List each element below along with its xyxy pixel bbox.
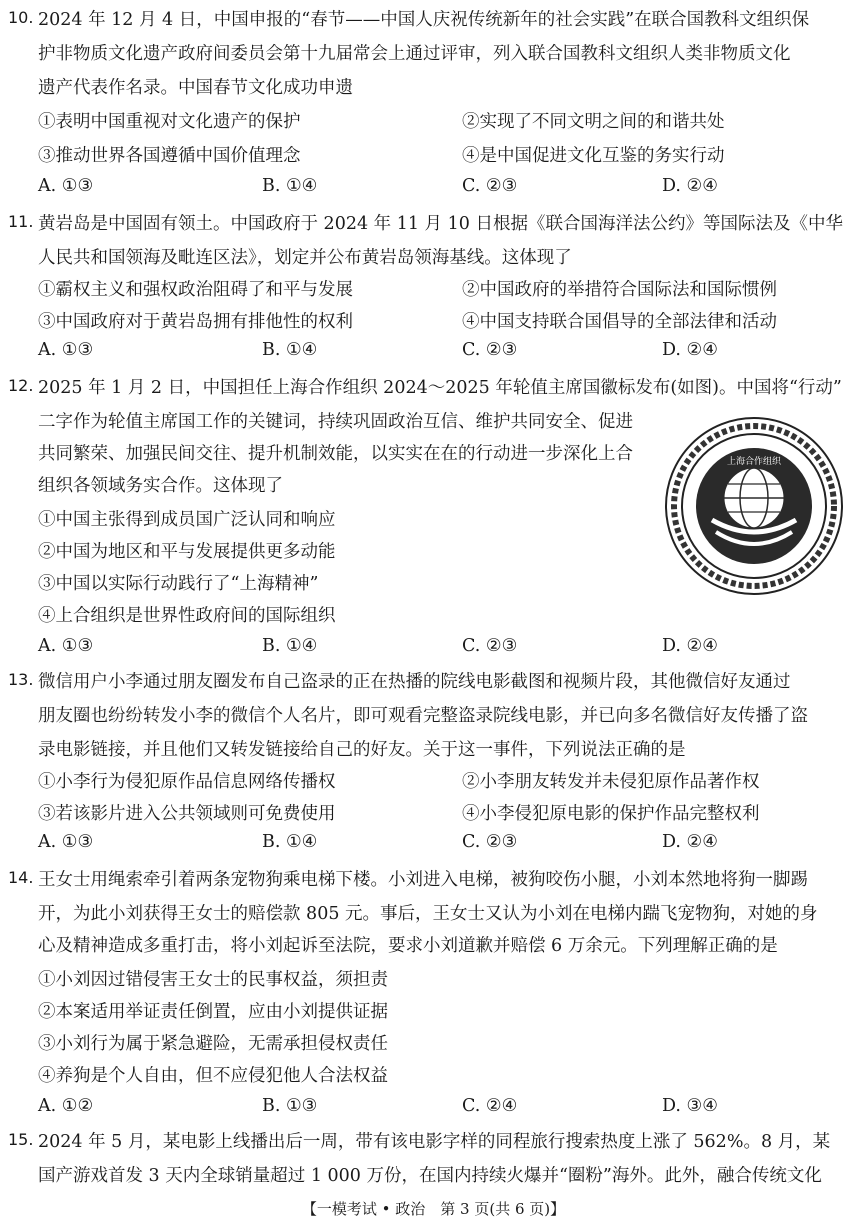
statement-option: ④是中国促进文化互鉴的务实行动: [462, 146, 725, 166]
statement-option: ①霸权主义和强权政治阻碍了和平与发展: [38, 280, 353, 300]
question-text-line: 国产游戏首发 3 天内全球销量超过 1 000 万份，在国内持续火爆并“圈粉”海外。此外，融合传统文化: [38, 1166, 822, 1186]
question-text-line: 朋友圈也纷纷转发小李的微信个人名片，即可观看完整盗录院线电影，并已向多名微信好友传播了盗: [38, 706, 808, 726]
statement-option: ②中国为地区和平与发展提供更多动能: [38, 542, 336, 562]
statement-option: ③中国以实际行动践行了“上海精神”: [38, 574, 319, 594]
statement-option: ③中国政府对于黄岩岛拥有排他性的权利: [38, 312, 353, 332]
statement-option: ②小李朋友转发并未侵犯原作品著作权: [462, 772, 760, 792]
statement-option: ②中国政府的举措符合国际法和国际惯例: [462, 280, 777, 300]
question-text-line: 组织各领域务实合作。这体现了: [38, 476, 283, 496]
answer-choice: C. ②④: [462, 1096, 518, 1116]
statement-option: ④养狗是个人自由，但不应侵犯他人合法权益: [38, 1066, 388, 1086]
answer-choice: D. ②④: [662, 176, 718, 196]
question-text-line: 2024 年 5 月，某电影上线播出后一周，带有该电影字样的同程旅行搜索热度上涨了 562%。8 月，某: [38, 1132, 831, 1152]
question-text-line: 录电影链接，并且他们又转发链接给自己的好友。关于这一事件，下列说法正确的是: [38, 740, 686, 760]
answer-choice: A. ①③: [38, 636, 94, 656]
question-text-line: 遗产代表作名录。中国春节文化成功申遗: [38, 78, 353, 98]
question-text-line: 2024 年 12 月 4 日，中国申报的“春节——中国人庆祝传统新年的社会实践”在联合国教科文组织保: [38, 10, 810, 30]
answer-choice: A. ①②: [38, 1096, 94, 1116]
question-number: 15.: [8, 1130, 34, 1149]
answer-choice: B. ①④: [262, 832, 318, 852]
sco-emblem-image: [664, 416, 844, 596]
question-text-line: 微信用户小李通过朋友圈发布自己盗录的正在热播的院线电影截图和视频片段，其他微信好友通过: [38, 672, 791, 692]
statement-option: ①小李行为侵犯原作品信息网络传播权: [38, 772, 336, 792]
statement-option: ③小刘行为属于紧急避险，无需承担侵权责任: [38, 1034, 388, 1054]
question-text-line: 共同繁荣、加强民间交往、提升机制效能，以实实在在的行动进一步深化上合: [38, 444, 633, 464]
answer-choice: B. ①③: [262, 1096, 318, 1116]
answer-choice: D. ③④: [662, 1096, 718, 1116]
answer-choice: A. ①③: [38, 176, 94, 196]
question-text-line: 开，为此小刘获得王女士的赔偿款 805 元。事后，王女士又认为小刘在电梯内踹飞宠物狗，对她的身: [38, 904, 818, 924]
answer-choice: A. ①③: [38, 340, 94, 360]
question-number: 11.: [8, 212, 34, 231]
answer-choice: D. ②④: [662, 636, 718, 656]
question-number: 14.: [8, 868, 34, 887]
answer-choice: B. ①④: [262, 176, 318, 196]
statement-option: ④上合组织是世界性政府间的国际组织: [38, 606, 336, 626]
answer-choice: C. ②③: [462, 176, 518, 196]
question-text-line: 王女士用绳索牵引着两条宠物狗乘电梯下楼。小刘进入电梯，被狗咬伤小腿，小刘本然地将狗一脚踢: [38, 870, 808, 890]
statement-option: ④小李侵犯原电影的保护作品完整权利: [462, 804, 760, 824]
answer-choice: C. ②③: [462, 636, 518, 656]
question-text-line: 护非物质文化遗产政府间委员会第十九届常会上通过评审，列入联合国教科文组织人类非物质文化: [38, 44, 791, 64]
question-text-line: 黄岩岛是中国固有领土。中国政府于 2024 年 11 月 10 日根据《联合国海洋法公约》等国际法及《中华: [38, 214, 843, 234]
page-footer: 【一模考试 • 政治 第 3 页(共 6 页)】: [301, 1200, 566, 1218]
answer-choice: B. ①④: [262, 340, 318, 360]
question-number: 13.: [8, 670, 34, 689]
question-number: 12.: [8, 376, 34, 395]
answer-choice: C. ②③: [462, 832, 518, 852]
statement-option: ④中国支持联合国倡导的全部法律和活动: [462, 312, 777, 332]
question-text-line: 心及精神造成多重打击，将小刘起诉至法院，要求小刘道歉并赔偿 6 万余元。下列理解正确的是: [38, 936, 778, 956]
emblem-title: 上海合作组织: [726, 457, 782, 467]
statement-option: ③若该影片进入公共领域则可免费使用: [38, 804, 336, 824]
answer-choice: A. ①③: [38, 832, 94, 852]
question-text-line: 2025 年 1 月 2 日，中国担任上海合作组织 2024～2025 年轮值主席国徽标发布(如图)。中国将“行动”: [38, 378, 842, 398]
question-number: 10.: [8, 8, 34, 27]
statement-option: ③推动世界各国遵循中国价值理念: [38, 146, 301, 166]
answer-choice: B. ①④: [262, 636, 318, 656]
answer-choice: D. ②④: [662, 832, 718, 852]
statement-option: ②实现了不同文明之间的和谐共处: [462, 112, 725, 132]
answer-choice: D. ②④: [662, 340, 718, 360]
question-text-line: 人民共和国领海及毗连区法》，划定并公布黄岩岛领海基线。这体现了: [38, 248, 572, 268]
statement-option: ①中国主张得到成员国广泛认同和响应: [38, 510, 336, 530]
answer-choice: C. ②③: [462, 340, 518, 360]
statement-option: ①表明中国重视对文化遗产的保护: [38, 112, 301, 132]
statement-option: ①小刘因过错侵害王女士的民事权益，须担责: [38, 970, 388, 990]
statement-option: ②本案适用举证责任倒置，应由小刘提供证据: [38, 1002, 388, 1022]
question-text-line: 二字作为轮值主席国工作的关键词，持续巩固政治互信、维护共同安全、促进: [38, 412, 633, 432]
